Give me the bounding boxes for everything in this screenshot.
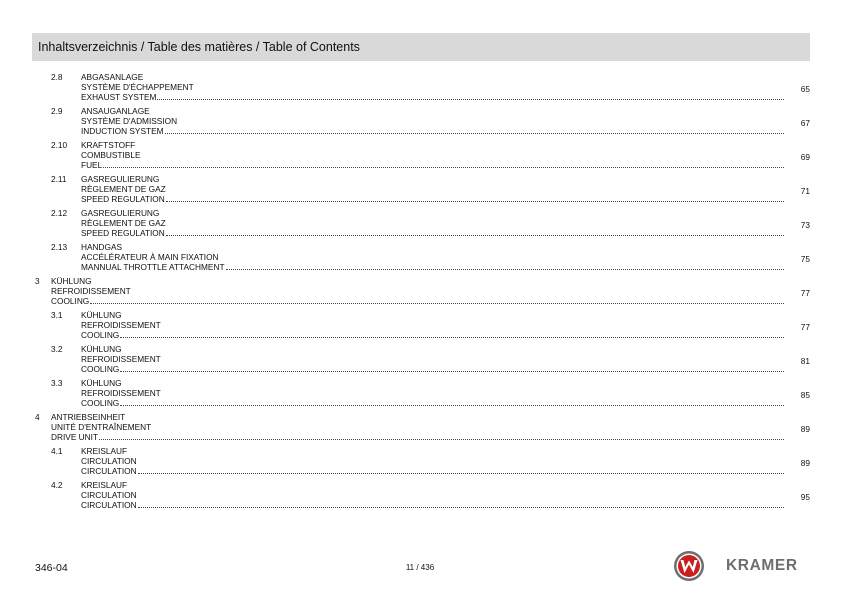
dotted-leader — [120, 371, 784, 372]
toc-entry-page-number: 69 — [800, 152, 810, 162]
toc-entry-page-number: 89 — [800, 424, 810, 434]
toc-entry[interactable] — [0, 310, 842, 344]
toc-entry-title: SYSTÈME D'ADMISSION — [81, 116, 178, 126]
toc-entry-title: MANNUAL THROTTLE ATTACHMENT — [81, 262, 225, 272]
dotted-leader — [138, 473, 784, 474]
toc-entry-title: FUEL — [81, 160, 103, 170]
dotted-leader — [90, 303, 784, 304]
toc-entry-title: KREISLAUF — [81, 480, 128, 490]
toc-entry-title: HANDGAS — [81, 242, 123, 252]
toc-header-bar — [32, 33, 810, 61]
toc-entry-page-number: 77 — [800, 288, 810, 298]
toc-entry-title: GASREGULIERUNG — [81, 208, 160, 218]
toc-entry-number: 4.2 — [51, 480, 63, 490]
toc-entry-number: 3.3 — [51, 378, 63, 388]
toc-entry-number: 2.13 — [51, 242, 68, 252]
toc-entry[interactable] — [0, 208, 842, 242]
toc-entry-number: 3.2 — [51, 344, 63, 354]
toc-entry-title: KÜHLUNG — [51, 276, 92, 286]
toc-entry-number: 2.10 — [51, 140, 68, 150]
dotted-leader — [138, 507, 784, 508]
toc-entry-title: REFROIDISSEMENT — [81, 354, 161, 364]
toc-entry-title: COOLING — [81, 398, 120, 408]
dotted-leader — [166, 201, 784, 202]
toc-entry-title: KÜHLUNG — [81, 344, 122, 354]
toc-entry-title: REFROIDISSEMENT — [51, 286, 131, 296]
toc-entry-number: 2.11 — [51, 174, 67, 184]
toc-entry-title: SYSTÈME D'ÉCHAPPEMENT — [81, 82, 194, 92]
toc-entry-number: 3 — [35, 276, 40, 286]
toc-entry[interactable] — [0, 140, 842, 174]
toc-entry[interactable] — [0, 106, 842, 140]
dotted-leader — [157, 99, 784, 100]
toc-entry-title: CIRCULATION — [81, 500, 137, 510]
toc-entry-title: REFROIDISSEMENT — [81, 320, 161, 330]
toc-entry-title: KREISLAUF — [81, 446, 128, 456]
toc-entry-number: 4 — [35, 412, 40, 422]
toc-entry-title: CIRCULATION — [81, 456, 137, 466]
toc-entry-title: ANSAUGANLAGE — [81, 106, 150, 116]
toc-entry-title: GASREGULIERUNG — [81, 174, 160, 184]
toc-entry[interactable] — [0, 412, 842, 446]
toc-entry-number: 3.1 — [51, 310, 63, 320]
toc-entry-title: COOLING — [81, 330, 120, 340]
toc-entry-title: COOLING — [81, 364, 120, 374]
toc-entry[interactable] — [0, 480, 842, 514]
toc-entry-title: ANTRIEBSEINHEIT — [51, 412, 126, 422]
toc-entry-title: EXHAUST SYSTEM — [81, 92, 157, 102]
toc-entry[interactable] — [0, 72, 842, 106]
toc-entry-title: REFROIDISSEMENT — [81, 388, 161, 398]
dotted-leader — [166, 235, 784, 236]
toc-entry-page-number: 95 — [800, 492, 810, 502]
toc-entry-page-number: 89 — [800, 458, 810, 468]
document-code: 346-04 — [35, 562, 68, 574]
dotted-leader — [165, 133, 784, 134]
toc-entry[interactable] — [0, 276, 842, 310]
toc-entry-number: 2.12 — [51, 208, 68, 218]
page-indicator: 11 / 436 — [405, 563, 435, 572]
toc-entry-number: 2.9 — [51, 106, 63, 116]
toc-entry[interactable] — [0, 378, 842, 412]
toc-entry-number: 2.8 — [51, 72, 63, 82]
toc-entry-title: COMBUSTIBLE — [81, 150, 141, 160]
toc-entry-title: RÈGLEMENT DE GAZ — [81, 218, 166, 228]
page-title: Inhaltsverzeichnis / Table des matières / Table of Contents — [38, 40, 360, 54]
toc-entry[interactable] — [0, 344, 842, 378]
toc-entry-title: KÜHLUNG — [81, 310, 122, 320]
dotted-leader — [103, 167, 784, 168]
dotted-leader — [99, 439, 784, 440]
dotted-leader — [120, 405, 784, 406]
toc-entry-page-number: 77 — [800, 322, 810, 332]
toc-entry-page-number: 75 — [800, 254, 810, 264]
toc-entry-page-number: 85 — [800, 390, 810, 400]
toc-entry-number: 4.1 — [51, 446, 63, 456]
toc-entry-page-number: 67 — [800, 118, 810, 128]
toc-entry[interactable] — [0, 242, 842, 276]
toc-entry-title: CIRCULATION — [81, 490, 137, 500]
toc-entry-title: COOLING — [51, 296, 90, 306]
toc-entry-page-number: 71 — [800, 186, 810, 196]
toc-entry-title: KRAFTSTOFF — [81, 140, 136, 150]
toc-entry-title: ACCÉLÉRATEUR À MAIN FIXATION — [81, 252, 219, 262]
table-of-contents — [0, 72, 842, 514]
toc-entry-title: CIRCULATION — [81, 466, 137, 476]
toc-entry[interactable] — [0, 174, 842, 208]
toc-entry-title: UNITÉ D'ENTRAÎNEMENT — [51, 422, 152, 432]
toc-entry-title: DRIVE UNIT — [51, 432, 99, 442]
toc-entry[interactable] — [0, 446, 842, 480]
dotted-leader — [120, 337, 784, 338]
toc-entry-title: ABGASANLAGE — [81, 72, 144, 82]
toc-entry-title: SPEED REGULATION — [81, 228, 165, 238]
toc-entry-title: RÈGLEMENT DE GAZ — [81, 184, 166, 194]
toc-entry-title: SPEED REGULATION — [81, 194, 165, 204]
toc-entry-page-number: 81 — [800, 356, 810, 366]
toc-entry-page-number: 73 — [800, 220, 810, 230]
kramer-w-logo-icon — [673, 550, 705, 582]
brand-wordmark: KRAMER — [726, 557, 798, 574]
dotted-leader — [226, 269, 784, 270]
toc-entry-page-number: 65 — [800, 84, 810, 94]
toc-entry-title: INDUCTION SYSTEM — [81, 126, 164, 136]
toc-entry-title: KÜHLUNG — [81, 378, 122, 388]
